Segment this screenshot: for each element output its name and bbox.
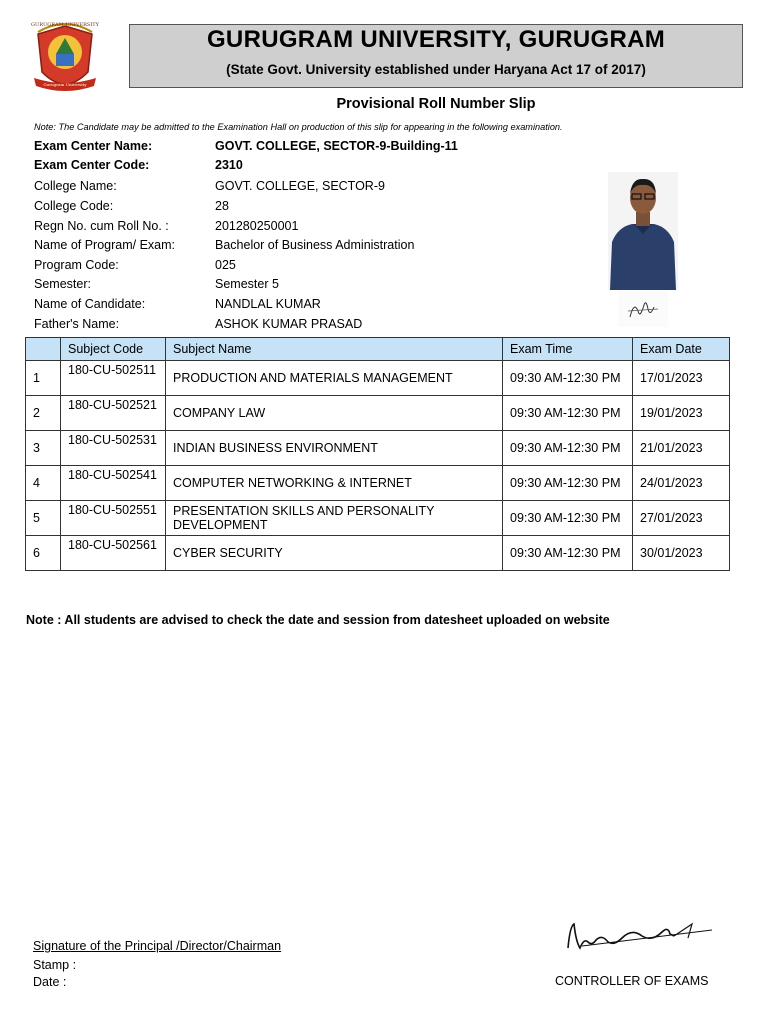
- cell-subject-code: 180-CU-502541: [61, 466, 166, 501]
- info-row-college-code: [34, 197, 594, 216]
- controller-signature: [562, 912, 717, 956]
- cell-exam-time: 09:30 AM-12:30 PM: [503, 466, 633, 501]
- cell-exam-time: 09:30 AM-12:30 PM: [503, 501, 633, 536]
- cell-exam-date: 27/01/2023: [633, 501, 730, 536]
- info-label: Regn No. cum Roll No. :: [34, 219, 169, 233]
- cell-exam-date: 19/01/2023: [633, 396, 730, 431]
- cell-exam-time: 09:30 AM-12:30 PM: [503, 536, 633, 571]
- cell-subject-code: 180-CU-502531: [61, 431, 166, 466]
- info-row-exam-center-name: [34, 137, 594, 156]
- cell-sno: 2: [26, 396, 61, 431]
- principal-signature-label: Signature of the Principal /Director/Chairman: [33, 939, 282, 953]
- info-value: ASHOK KUMAR PRASAD: [215, 317, 363, 331]
- col-header-subject-name: Subject Name: [166, 338, 503, 361]
- info-label: Exam Center Code:: [34, 158, 150, 172]
- university-logo: [26, 16, 104, 102]
- info-value: NANDLAL KUMAR: [215, 297, 321, 311]
- col-header-sno: [26, 338, 61, 361]
- info-row-exam-center-code: [34, 156, 594, 175]
- stamp-label: Stamp :: [33, 958, 77, 972]
- controller-label: CONTROLLER OF EXAMS: [555, 974, 709, 988]
- cell-subject-name: COMPUTER NETWORKING & INTERNET: [166, 466, 503, 501]
- subjects-table: [25, 337, 730, 571]
- cell-subject-name: CYBER SECURITY: [166, 536, 503, 571]
- slip-title: Provisional Roll Number Slip: [336, 96, 536, 112]
- cell-subject-name: PRESENTATION SKILLS AND PERSONALITY DEVELOPMENT: [166, 501, 503, 536]
- table-row: [26, 501, 730, 536]
- info-row-program-code: [34, 256, 594, 275]
- cell-subject-code: 180-CU-502551: [61, 501, 166, 536]
- cell-sno: 1: [26, 361, 61, 396]
- info-value: 2310: [215, 158, 243, 172]
- info-label: Semester:: [34, 277, 91, 291]
- info-label: Father's Name:: [34, 317, 120, 331]
- cell-sno: 5: [26, 501, 61, 536]
- cell-exam-date: 21/01/2023: [633, 431, 730, 466]
- cell-subject-code: 180-CU-502561: [61, 536, 166, 571]
- info-value: 025: [215, 258, 236, 272]
- table-header-row: [26, 338, 730, 361]
- table-row: [26, 466, 730, 501]
- info-label: Name of Candidate:: [34, 297, 146, 311]
- cell-subject-name: PRODUCTION AND MATERIALS MANAGEMENT: [166, 361, 503, 396]
- table-row: [26, 536, 730, 571]
- note-bottom: Note : All students are advised to check the date and session from datesheet uploaded on website: [26, 613, 610, 627]
- info-label: Program Code:: [34, 258, 119, 272]
- cell-exam-time: 09:30 AM-12:30 PM: [503, 431, 633, 466]
- table-row: [26, 396, 730, 431]
- cell-exam-time: 09:30 AM-12:30 PM: [503, 396, 633, 431]
- logo-text: GURUGRAM UNIVERSITY: [31, 22, 99, 28]
- university-subtitle: (State Govt. University established under Haryana Act 17 of 2017): [226, 62, 646, 77]
- cell-sno: 6: [26, 536, 61, 571]
- cell-sno: 3: [26, 431, 61, 466]
- cell-exam-date: 30/01/2023: [633, 536, 730, 571]
- cell-subject-code: 180-CU-502521: [61, 396, 166, 431]
- col-header-subject-code: Subject Code: [61, 338, 166, 361]
- cell-exam-date: 17/01/2023: [633, 361, 730, 396]
- info-label: Exam Center Name:: [34, 139, 153, 153]
- info-row-college-name: [34, 177, 594, 196]
- cell-subject-name: COMPANY LAW: [166, 396, 503, 431]
- candidate-signature: [618, 291, 668, 327]
- table-row: [26, 431, 730, 466]
- info-row-candidate-name: [34, 295, 594, 314]
- table-row: [26, 361, 730, 396]
- info-value: 201280250001: [215, 219, 299, 233]
- info-label: College Code:: [34, 199, 114, 213]
- col-header-exam-time: Exam Time: [503, 338, 633, 361]
- note-top: Note: The Candidate may be admitted to the Examination Hall on production of this slip for appearing in the following examination.: [34, 122, 563, 132]
- date-label: Date :: [33, 975, 67, 989]
- info-value: GOVT. COLLEGE, SECTOR-9-Building-11: [215, 139, 458, 153]
- info-row-semester: [34, 275, 594, 294]
- info-value: 28: [215, 199, 229, 213]
- cell-exam-time: 09:30 AM-12:30 PM: [503, 361, 633, 396]
- info-label: College Name:: [34, 179, 117, 193]
- info-row-father-name: [34, 315, 594, 334]
- cell-exam-date: 24/01/2023: [633, 466, 730, 501]
- info-row-program: [34, 236, 594, 255]
- col-header-exam-date: Exam Date: [633, 338, 730, 361]
- info-value: GOVT. COLLEGE, SECTOR-9: [215, 179, 385, 193]
- info-row-roll-no: [34, 217, 594, 236]
- candidate-photo: [608, 172, 678, 290]
- logo-banner-text: Gurugram University: [43, 82, 87, 87]
- info-value: Bachelor of Business Administration: [215, 238, 415, 252]
- cell-subject-code: 180-CU-502511: [61, 361, 166, 396]
- university-name: GURUGRAM UNIVERSITY, GURUGRAM: [206, 26, 666, 53]
- info-value: Semester 5: [215, 277, 279, 291]
- info-label: Name of Program/ Exam:: [34, 238, 176, 252]
- cell-subject-name: INDIAN BUSINESS ENVIRONMENT: [166, 431, 503, 466]
- cell-sno: 4: [26, 466, 61, 501]
